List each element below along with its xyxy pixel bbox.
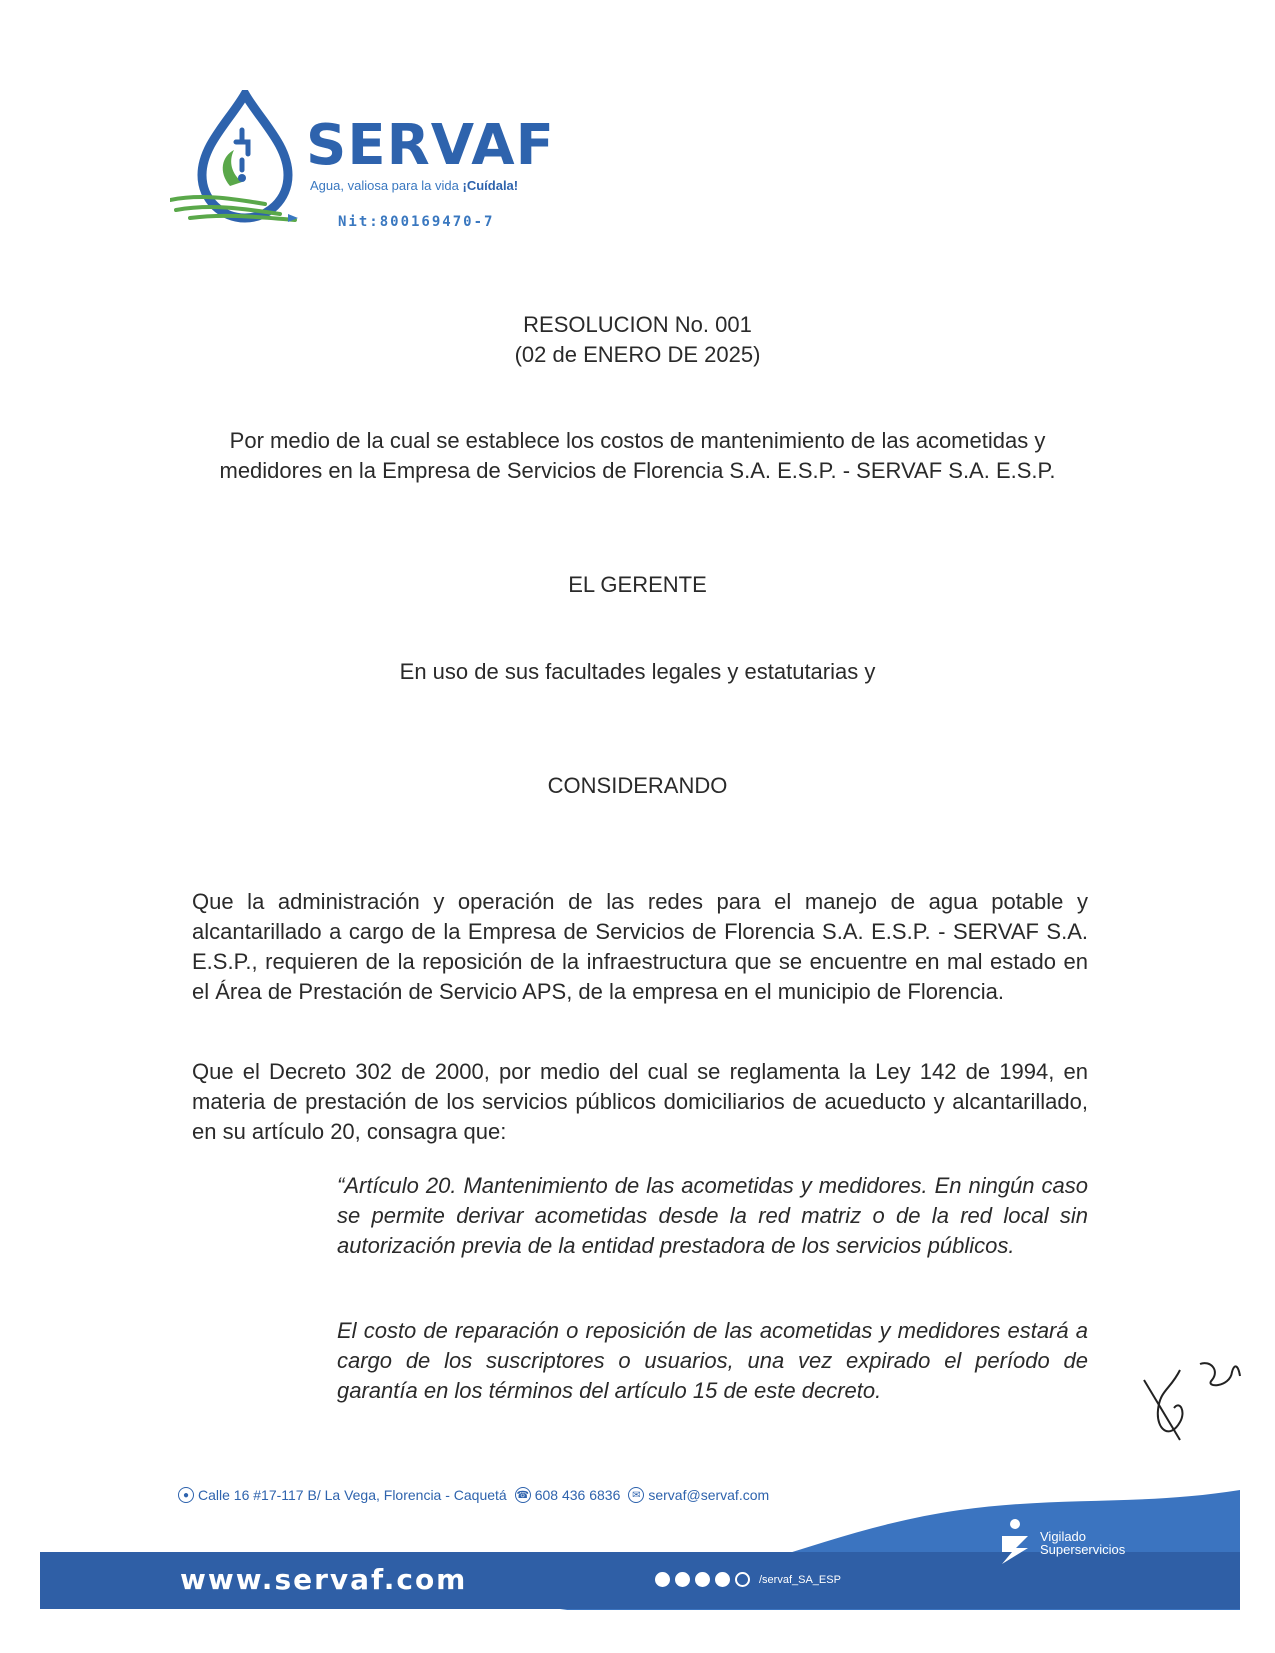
superservicios-logo-icon [998, 1518, 1032, 1568]
resolution-subject: Por medio de la cual se establece los costos de mantenimiento de las acometidas y medidores en la Empresa de Servicios de Florencia S.A. E.S.P. - SERVAF S.A. E.S.P. [219, 428, 1056, 483]
phone-text: 608 436 6836 [534, 1487, 621, 1503]
quote-article-20-part-2: El costo de reparación o reposición de las acometidas y medidores estará a cargo de los suscriptores o usuarios, una vez expirado el período de garantía en los términos del artículo 15 de este decreto. [337, 1318, 1088, 1403]
facebook-icon [655, 1572, 670, 1587]
address-text: Calle 16 #17-117 B/ La Vega, Florencia - Caquetá [198, 1487, 507, 1503]
youtube-icon [735, 1572, 750, 1587]
email-text: servaf@servaf.com [648, 1487, 770, 1503]
paragraph-1: Que la administración y operación de las redes para el manejo de agua potable y alcantarillado a cargo de la Empresa de Servicios de Florencia S.A. E.S.P. - SERVAF S.A. E.S.P., requieren de la reposición de la infraestructura que se encuentre en mal estado en el Área de Prestación de Servicio APS, de la empresa en el municipio de Florencia. [192, 889, 1088, 1004]
resolution-date: (02 de ENERO DE 2025) [514, 342, 761, 367]
social-links [655, 1572, 841, 1587]
powers-statement: En uso de sus facultades legales y estatutarias y [399, 659, 876, 684]
authority-heading: EL GERENTE [568, 572, 707, 597]
company-nit: Nit:800169470-7 [338, 214, 495, 230]
location-pin-icon: ● [178, 1487, 194, 1503]
vigilado-line-1: Vigilado [1040, 1529, 1087, 1544]
handwritten-signature [1140, 1360, 1260, 1450]
twitter-icon [695, 1572, 710, 1587]
social-handle: /servaf_SA_ESP [759, 1573, 841, 1586]
vigilado-text [1040, 1530, 1125, 1556]
whatsapp-icon [715, 1572, 730, 1587]
mail-icon: ✉ [628, 1487, 644, 1503]
resolution-title: RESOLUCION No. 001 [523, 312, 752, 337]
quote-article-20-part-1: “Artículo 20. Mantenimiento de las acometidas y medidores. En ningún caso se permite derivar acometidas desde la red matriz o de la red local sin autorización previa de la entidad prestadora de los servicios públicos. [337, 1173, 1088, 1258]
brand-tagline [310, 178, 518, 193]
tagline-emphasis: ¡Cuídala! [462, 178, 519, 193]
paragraph-2: Que el Decreto 302 de 2000, por medio del cual se reglamenta la Ley 142 de 1994, en materia de prestación de los servicios públicos domiciliarios de acueducto y alcantarillado, en su artículo 20, consagra que: [192, 1059, 1088, 1144]
website-url: www.servaf.com [180, 1563, 468, 1596]
instagram-icon [675, 1572, 690, 1587]
tagline-text: Agua, valiosa para la vida [310, 178, 459, 193]
considering-heading: CONSIDERANDO [547, 773, 728, 798]
water-drop-logo-icon [170, 90, 310, 230]
vigilado-badge [998, 1518, 1125, 1568]
phone-icon: ☎ [515, 1487, 531, 1503]
vigilado-line-2: Superservicios [1040, 1542, 1126, 1557]
company-logo [170, 90, 555, 240]
brand-name: SERVAF [306, 113, 555, 178]
